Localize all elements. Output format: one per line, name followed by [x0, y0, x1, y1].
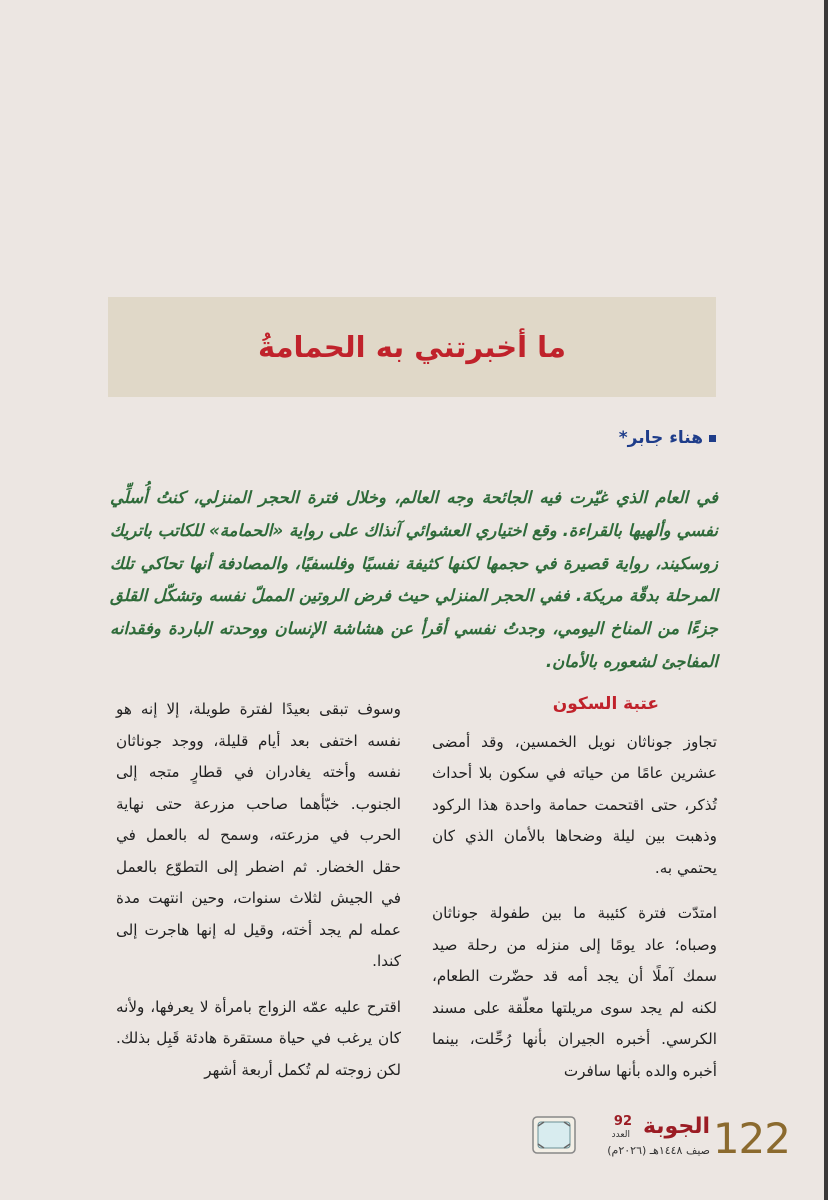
paragraph: اقترح عليه عمّه الزواج بامرأة لا يعرفها، ولأنه كان يرغب في حياة مستقرة هادئة قَبِل بذلك. لكن زوجته لم تُكمل أربعة أشهر [116, 997, 401, 1079]
article-title: ما أخبرتني به الحمامةُ [258, 330, 566, 364]
title-box [108, 297, 716, 397]
bullet-square-icon [709, 435, 716, 442]
magazine-name: الجوبة [642, 1114, 710, 1139]
column-left [116, 694, 401, 1100]
section-heading: عتبة السكون [552, 694, 659, 714]
paragraph: وسوف تبقى بعيدًا لفترة طويلة، إلا إنه هو نفسه اختفى بعد أيام قليلة، ووجد جوناثان نفسه وأخته يغادران في قطارٍ متجه إلى الجنوب. خبّأهما صاحب مزرعة حتى نهاية الحرب في مزرعته، وسمح له بالعمل في حقل الخضار. ثم اضطر إلى التطوّع بالعمل في الجيش لثلاث سنوات، وحين انتهت مدة عمله لم يجد أخته، وقيل له إنها هاجرت إلى كندا. [116, 700, 401, 970]
column-right [432, 689, 717, 1101]
author-byline [619, 428, 716, 448]
issue-label: العدد [611, 1130, 630, 1140]
page-edge [824, 0, 828, 1200]
page-footer [520, 1108, 810, 1178]
magazine-logo-icon [532, 1116, 576, 1154]
author-name: هناء جابر* [618, 428, 703, 448]
paragraph: تجاوز جوناثان نويل الخمسين، وقد أمضى عشرين عامًا من حياته في سكون بلا أحداث تُذكر، حتى اقتحمت حمامة واحدة هذا الركود وذهبت بين ليلة وضحاها بالأمان الذي كان يحتمي به. [432, 732, 717, 877]
issue-date: صيف ١٤٤٨هـ (٢٠٢٦م) [607, 1144, 710, 1157]
issue-number: 92 [613, 1114, 632, 1129]
paragraph: امتدّت فترة كئيبة ما بين طفولة جوناثان وصباه؛ عاد يومًا إلى منزله من رحلة صيد سمك آملًا أن يجد أمه قد حضّرت الطعام، لكنه لم يجد سوى مريلتها معلّقة على مسند الكرسي. أخبره الجيران بأنها رُحِّلت، بينما أخبره والده بأنها سافرت [432, 904, 717, 1080]
page-number: 122 [712, 1114, 790, 1163]
article-intro: في العام الذي غيّرت فيه الجائحة وجه العالم، وخلال فترة الحجر المنزلي، كنتُ أُسلِّي نفسي وألهيها بالقراءة. وقع اختياري العشوائي آنذاك على رواية «الحمامة» للكاتب باتريك زوسكيند، رواية قصيرة في حجمها لكنها كثيفة نفسيًا وفلسفيًا، والمصادفة أنها تحاكي تلك المرحلة بدقّة مريكة. ففي الحجر المنزلي حيث فرض الروتين المملّ نفسه وتشكّل القلق جزءًا من المناخ اليومي، وجدتُ نفسي أقرأ عن هشاشة الإنسان ووحدته الباردة وفقدانه المفاجئ لشعوره بالأمان. [110, 488, 718, 671]
